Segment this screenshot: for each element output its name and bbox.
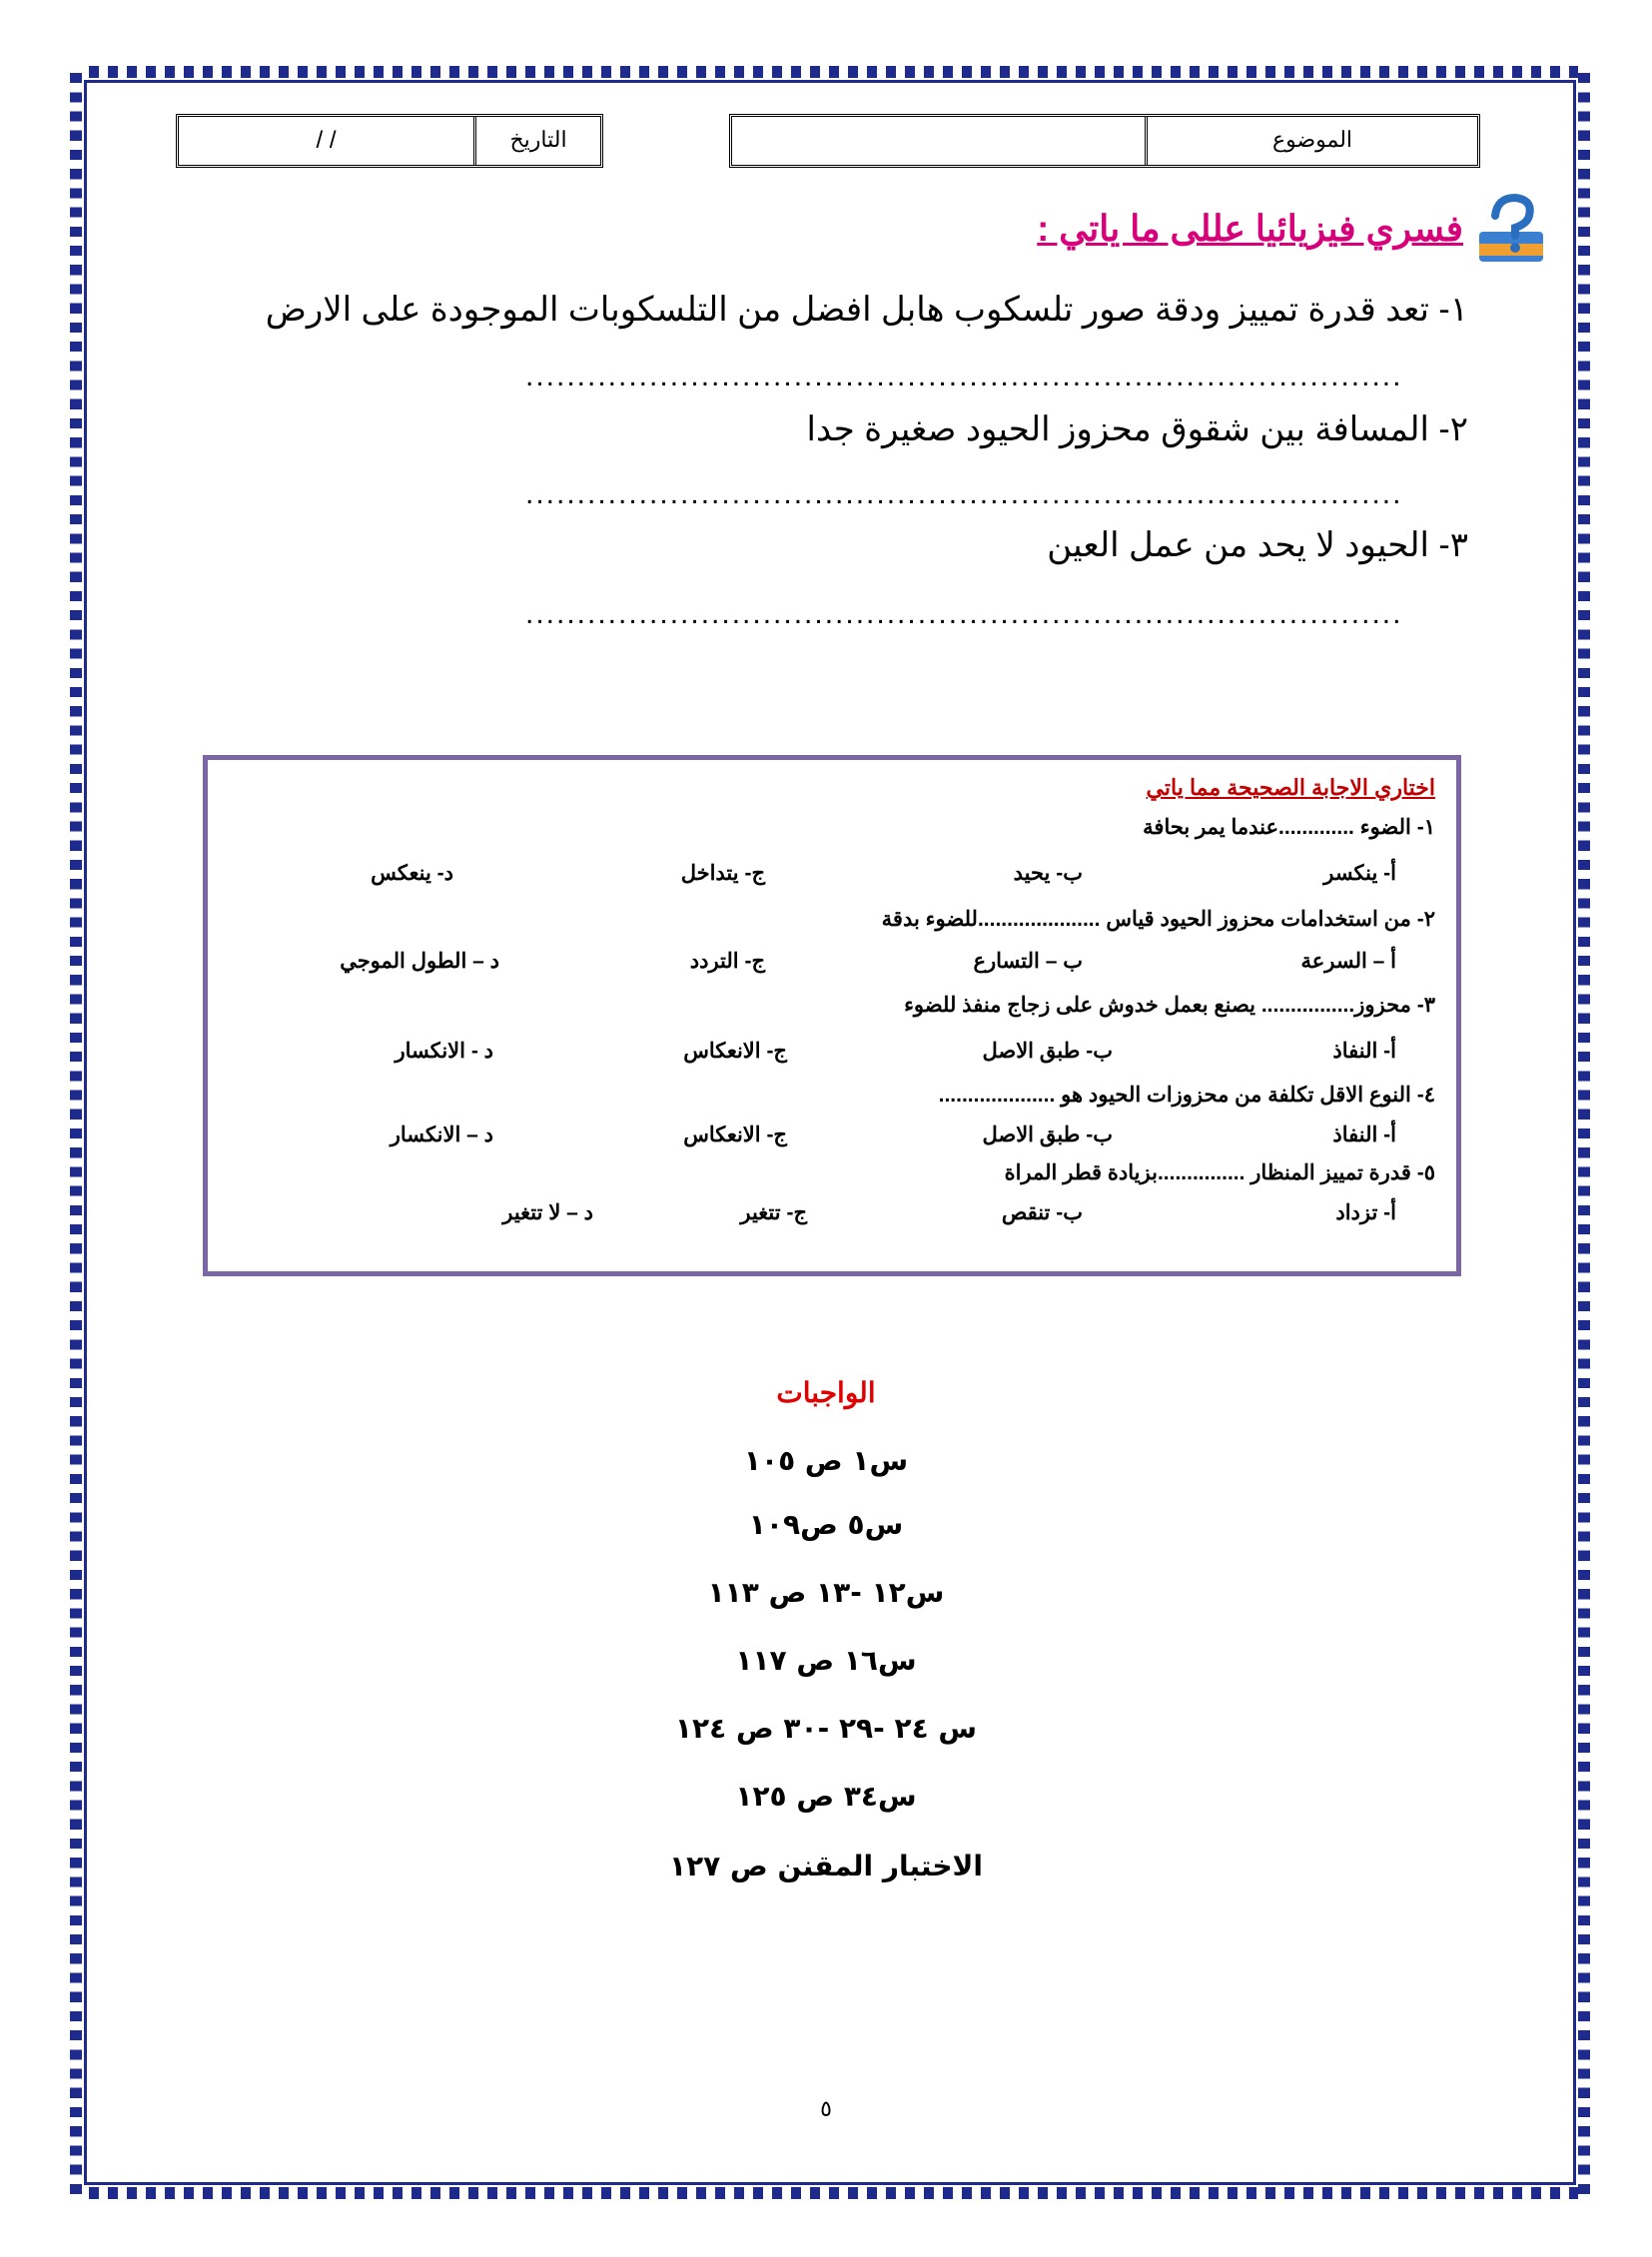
mcq-title: اختاري الاجابة الصحيحة مما ياتي (1146, 775, 1435, 800)
date-value[interactable]: / / (179, 117, 476, 165)
question-3: ٣- الحيود لا يحد من عمل العين (1047, 526, 1468, 564)
date-field[interactable] (176, 114, 603, 168)
mcq-4-stem: ٤- النوع الاقل تكلفة من محزوزات الحيود هو .................... (938, 1084, 1435, 1107)
mcq-5-option-d[interactable]: د – لا تتغير (502, 1201, 593, 1224)
mcq-2-option-b[interactable]: ب – التسارع (973, 950, 1083, 973)
mcq-3-option-b[interactable]: ب- طبق الاصل (982, 1040, 1113, 1063)
mcq-4-option-a[interactable]: أ- النفاذ (1332, 1124, 1396, 1146)
answer-line-2[interactable]: ..................................................................................... (525, 477, 1403, 510)
question-mark-icon (1475, 192, 1547, 268)
page-number: ٥ (820, 2097, 832, 2122)
homework-item: س٣٤ ص ١٢٥ (735, 1780, 917, 1813)
subject-label: الموضوع (1271, 127, 1353, 152)
question-1: ١- تعد قدرة تمييز ودقة صور تلسكوب هابل افضل من التلسكوبات الموجودة على الارض (265, 291, 1468, 329)
mcq-1-option-a[interactable]: أ- ينكسر (1323, 862, 1396, 885)
mcq-5-option-b[interactable]: ب- تنقص (1001, 1201, 1083, 1224)
mcq-4-option-d[interactable]: د – الانكسار (390, 1124, 493, 1146)
mcq-4-option-c[interactable]: ج- الانعكاس (683, 1124, 787, 1146)
mcq-2-option-a[interactable]: أ – السرعة (1300, 950, 1396, 973)
mcq-3-option-a[interactable]: أ- النفاذ (1332, 1040, 1396, 1063)
mcq-3-stem: ٣- محزوز................ يصنع بعمل خدوش على زجاج منفذ للضوء (904, 994, 1435, 1017)
homework-item: س ٢٤ -٢٩ -٣٠ ص ١٢٤ (674, 1712, 978, 1745)
homework-item: س١ ص ١٠٥ (743, 1444, 909, 1477)
homework-item: س١٦ ص ١١٧ (735, 1644, 917, 1677)
mcq-2-stem: ٢- من استخدامات محزوز الحيود قياس .....................للضوء بدقة (881, 908, 1435, 931)
homework-item: س١٢ -١٣ ص ١١٣ (707, 1576, 945, 1609)
mcq-5-option-c[interactable]: ج- تتغير (740, 1201, 807, 1224)
mcq-1-option-b[interactable]: ب- يحيد (1013, 862, 1083, 885)
mcq-5-stem: ٥- قدرة تمييز المنظار ...............بزيادة قطر المراة (1004, 1161, 1435, 1184)
subject-field[interactable] (729, 114, 1480, 168)
mcq-4-option-b[interactable]: ب- طبق الاصل (982, 1124, 1113, 1146)
question-2: ٢- المسافة بين شقوق محزوز الحيود صغيرة جدا (806, 410, 1468, 448)
mcq-2-option-c[interactable]: ج- التردد (689, 950, 765, 973)
homework-item: س٥ ص١٠٩ (748, 1508, 904, 1541)
mcq-1-option-c[interactable]: ج- يتداخل (680, 862, 765, 885)
answer-line-3[interactable]: ..................................................................................... (525, 597, 1403, 630)
mcq-5-option-a[interactable]: أ- تزداد (1335, 1201, 1396, 1224)
mcq-3-option-d[interactable]: د - الانكسار (395, 1040, 493, 1063)
answer-line-1[interactable]: ..................................................................................... (525, 360, 1403, 392)
mcq-2-option-d[interactable]: د – الطول الموجي (340, 950, 499, 973)
homework-title: الواجبات (776, 1377, 876, 1408)
date-label: التاريخ (509, 127, 567, 152)
mcq-1-stem: ١- الضوء .............عندما يمر بحافة (1143, 816, 1435, 839)
homework-item: الاختبار المقنن ص ١٢٧ (669, 1850, 983, 1882)
mcq-3-option-c[interactable]: ج- الانعكاس (683, 1040, 787, 1063)
section-title-explain: فسري فيزيائيا عللى ما ياتي : (1037, 208, 1463, 249)
mcq-1-option-d[interactable]: د- ينعكس (371, 862, 453, 885)
subject-value[interactable] (732, 117, 1148, 165)
